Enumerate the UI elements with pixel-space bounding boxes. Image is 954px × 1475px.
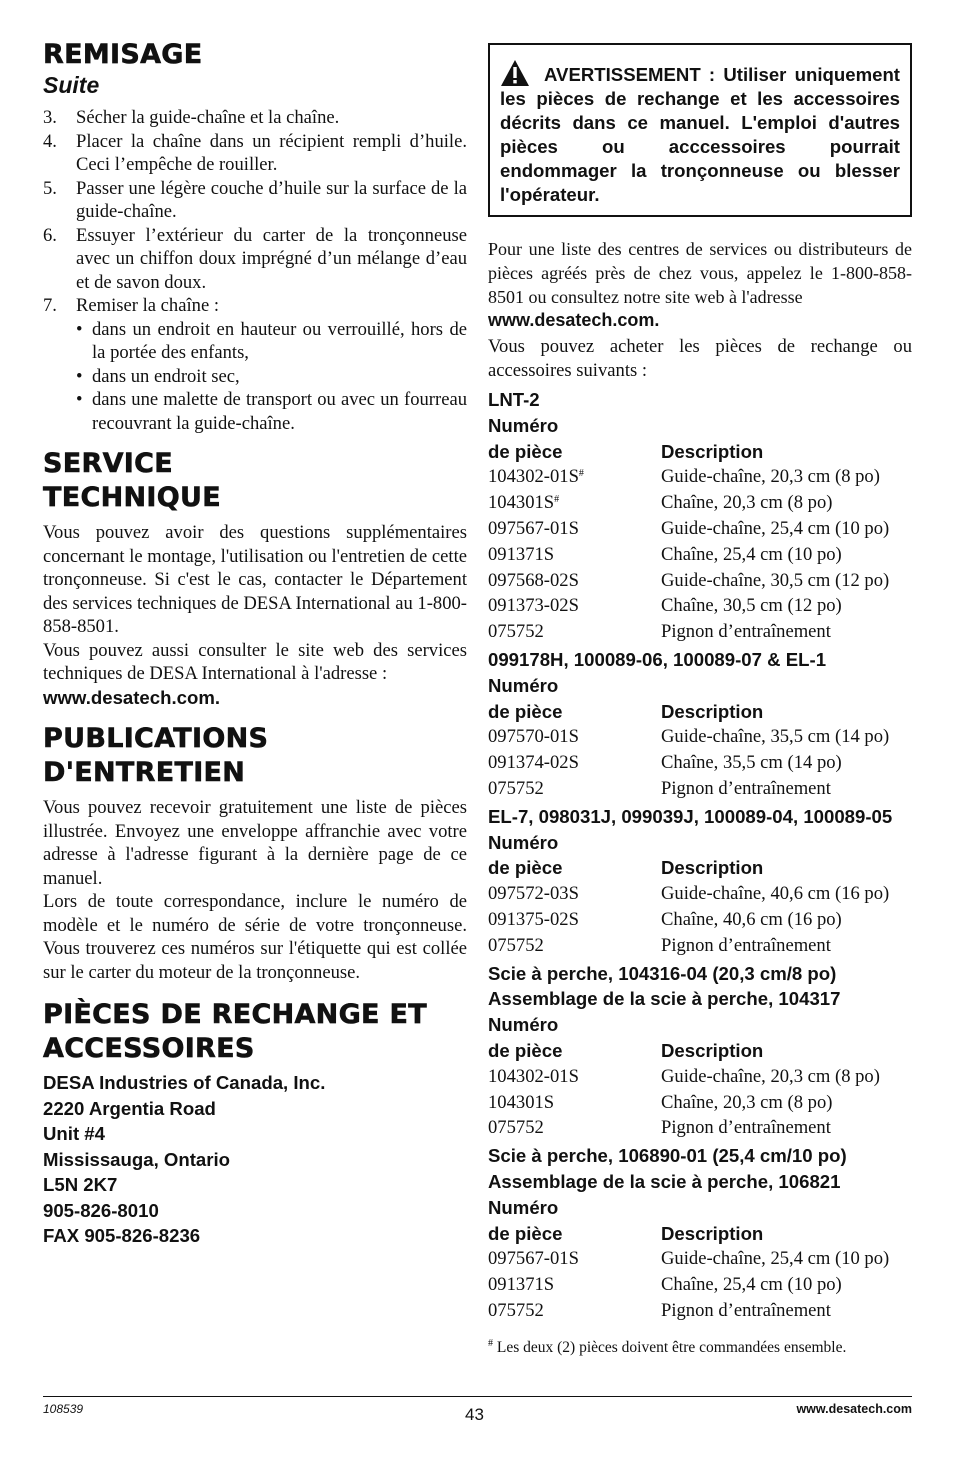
step-number: 7. bbox=[43, 295, 57, 316]
part-description: Pignon d’entraînement bbox=[661, 621, 831, 643]
part-number: 097567-01S bbox=[488, 1248, 579, 1270]
col-header-part: de pièce bbox=[488, 700, 563, 722]
table-row bbox=[488, 1272, 912, 1298]
part-number: 075752 bbox=[488, 777, 544, 799]
col-header-part: de pièce bbox=[488, 1039, 563, 1061]
address-line: DESA Industries of Canada, Inc. bbox=[43, 1072, 326, 1093]
part-number: 097572-03S bbox=[488, 883, 579, 905]
part-number-cell bbox=[488, 776, 661, 802]
warning-text: AVERTISSEMENT : Utiliser uniquement les pièces de rechange et les accessoires décrits dans ce manuel. L'emploi d'autres pièces ou acccessoires pourrait endommager la tronçonneuse ou blesser l'opérateur. bbox=[500, 64, 900, 205]
part-description: Chaîne, 25,4 cm (10 po) bbox=[661, 543, 842, 565]
address-line: FAX 905-826-8236 bbox=[43, 1225, 201, 1246]
part-description: Guide-chaîne, 20,3 cm (8 po) bbox=[661, 466, 880, 488]
service-para2: Vous pouvez aussi consulter le site web des services techniques de DESA International à l'adresse : bbox=[43, 639, 467, 684]
part-number: 097567-01S bbox=[488, 517, 579, 539]
table-row bbox=[488, 907, 912, 933]
parts-table bbox=[488, 1195, 912, 1324]
col-header-part: de pièce bbox=[488, 857, 563, 879]
col-header-number: Numéro bbox=[488, 1196, 559, 1218]
table-row bbox=[488, 750, 912, 776]
bullet-text: dans un endroit en hauteur ou verrouillé, hors de la portée des enfants, bbox=[92, 318, 467, 363]
header-row bbox=[488, 1012, 912, 1038]
part-number: 091371S bbox=[488, 1274, 555, 1296]
header-spacer bbox=[661, 673, 912, 699]
part-number: 075752 bbox=[488, 1117, 544, 1139]
service-url[interactable]: www.desatech.com. bbox=[43, 686, 221, 708]
header-row bbox=[488, 830, 912, 856]
group-title: LNT-2 bbox=[488, 389, 540, 410]
service-title bbox=[43, 447, 467, 515]
part-number-cell bbox=[488, 1298, 661, 1324]
parts-table bbox=[488, 1012, 912, 1141]
warning-box bbox=[488, 43, 912, 217]
publications-title bbox=[43, 722, 467, 790]
col-header-description: Description bbox=[661, 857, 764, 879]
part-description: Guide-chaîne, 25,4 cm (10 po) bbox=[661, 517, 890, 539]
parts-group bbox=[488, 647, 912, 802]
part-description: Pignon d’entraînement bbox=[661, 1299, 831, 1321]
parts-group bbox=[488, 1143, 912, 1324]
col-header-part: de pièce bbox=[488, 1222, 563, 1244]
col-header-number: Numéro bbox=[488, 1014, 559, 1036]
part-number-cell bbox=[488, 750, 661, 776]
col-header-number: Numéro bbox=[488, 414, 559, 436]
header-row bbox=[488, 1195, 912, 1221]
part-number-cell bbox=[488, 542, 661, 568]
part-description: Chaîne, 25,4 cm (10 po) bbox=[661, 1274, 842, 1296]
part-description: Guide-chaîne, 25,4 cm (10 po) bbox=[661, 1248, 890, 1270]
part-description: Guide-chaîne, 40,6 cm (16 po) bbox=[661, 883, 890, 905]
group-title: Assemblage de la scie à perche, 104317 bbox=[488, 988, 841, 1010]
pieces-title-line1: PIÈCES DE RECHANGE ET bbox=[43, 999, 427, 1030]
part-number: 104302-01S bbox=[488, 1065, 579, 1087]
step-number: 6. bbox=[43, 224, 57, 246]
table-row bbox=[488, 1298, 912, 1324]
part-description: Chaîne, 20,3 cm (8 po) bbox=[661, 492, 833, 514]
header-row bbox=[488, 855, 912, 881]
col-header-description: Description bbox=[661, 700, 764, 722]
part-number: 075752 bbox=[488, 1299, 544, 1321]
step-number: 4. bbox=[43, 130, 57, 152]
step-text: Passer une légère couche d’huile sur la surface de la guide-chaîne. bbox=[76, 177, 467, 222]
parts-groups bbox=[488, 387, 912, 1324]
table-row bbox=[488, 516, 912, 542]
publications-para2: Lors de toute correspondance, inclure le numéro de modèle et le numéro de série de votre tronçonneuse. Vous trouverez ces numéros sur l'étiquette qui est collée sur le carter du moteur de la tronçonneuse. bbox=[43, 891, 467, 983]
parts-table bbox=[488, 830, 912, 959]
part-description: Chaîne, 30,5 cm (12 po) bbox=[661, 595, 842, 617]
bullet-icon: • bbox=[76, 318, 83, 340]
remisage-steps bbox=[43, 106, 467, 318]
left-column bbox=[43, 38, 467, 1249]
group-title: Scie à perche, 106890-01 (25,4 cm/10 po) bbox=[488, 1145, 847, 1167]
part-number: 091374-02S bbox=[488, 752, 579, 774]
part-number-cell bbox=[488, 619, 661, 645]
part-number-cell bbox=[488, 724, 661, 750]
group-title: Assemblage de la scie à perche, 106821 bbox=[488, 1170, 841, 1192]
step-text: Sécher la guide-chaîne et la chaîne. bbox=[76, 107, 340, 128]
address-line: Unit #4 bbox=[43, 1123, 105, 1144]
service-para1: Vous pouvez avoir des questions supplémentaires concernant le montage, l'utilisation ou l'entretien de cette tronçonneuse. Si c'est le cas, contacter le Département des services techniques de DESA International au 1-800-858-8501. bbox=[43, 522, 467, 637]
part-number-cell bbox=[488, 1064, 661, 1090]
footnote-text: Les deux (2) pièces doivent être commandées ensemble. bbox=[496, 1338, 847, 1356]
header-row bbox=[488, 673, 912, 699]
part-number-cell bbox=[488, 1272, 661, 1298]
bullet-text: dans un endroit sec, bbox=[92, 365, 240, 387]
footnote bbox=[488, 1338, 912, 1358]
remisage-step bbox=[43, 106, 467, 130]
parts-table bbox=[488, 413, 912, 645]
header-row bbox=[488, 439, 912, 465]
part-number-cell bbox=[488, 881, 661, 907]
desa-address bbox=[43, 1070, 467, 1249]
header-spacer bbox=[661, 413, 912, 439]
table-row bbox=[488, 724, 912, 750]
remisage-bullets bbox=[76, 318, 467, 436]
warning-triangle-icon bbox=[500, 59, 530, 87]
col-header-number: Numéro bbox=[488, 831, 559, 853]
part-description: Guide-chaîne, 30,5 cm (12 po) bbox=[661, 569, 890, 591]
part-number: 091371S bbox=[488, 543, 555, 565]
part-description: Pignon d’entraînement bbox=[661, 1117, 831, 1139]
bullet-icon: • bbox=[76, 389, 83, 410]
part-description: Guide-chaîne, 35,5 cm (14 po) bbox=[661, 726, 890, 748]
step-text: Remiser la chaîne : bbox=[76, 295, 220, 316]
footnote-mark: # bbox=[488, 1337, 493, 1349]
part-number-cell bbox=[488, 933, 661, 959]
header-spacer bbox=[661, 1195, 912, 1221]
table-row bbox=[488, 542, 912, 568]
parts-group bbox=[488, 804, 912, 959]
remisage-bullet bbox=[76, 318, 467, 365]
col-header-part: de pièce bbox=[488, 440, 563, 462]
pieces-title bbox=[43, 998, 467, 1066]
part-number-cell bbox=[488, 593, 661, 619]
table-row bbox=[488, 776, 912, 802]
part-number: 097568-02S bbox=[488, 569, 579, 591]
remisage-title: REMISAGE bbox=[43, 39, 203, 70]
parts-group bbox=[488, 961, 912, 1142]
col-header-description: Description bbox=[661, 1222, 764, 1244]
step-text: Placer la chaîne dans un récipient rempli d’huile. Ceci l’empêche de rouiller. bbox=[76, 130, 467, 175]
intro-url[interactable]: www.desatech.com. bbox=[488, 310, 660, 330]
part-number: 075752 bbox=[488, 621, 544, 643]
footnote-mark: # bbox=[554, 494, 560, 506]
part-number-cell bbox=[488, 568, 661, 594]
table-row bbox=[488, 881, 912, 907]
remisage-bullet bbox=[76, 365, 467, 389]
part-number: 091373-02S bbox=[488, 595, 579, 617]
part-description: Pignon d’entraînement bbox=[661, 934, 831, 956]
parts-group bbox=[488, 387, 912, 645]
intro-para1: Pour une liste des centres de services ou distributeurs de pièces agréés près de chez vous, appelez le 1-800-858-8501 ou consultez notre site web à l'adresse bbox=[488, 239, 912, 307]
table-row bbox=[488, 464, 912, 490]
part-number-cell bbox=[488, 1090, 661, 1116]
footnote-mark: # bbox=[578, 468, 584, 480]
part-number: 091375-02S bbox=[488, 908, 579, 930]
part-number-cell bbox=[488, 907, 661, 933]
address-line: 2220 Argentia Road bbox=[43, 1097, 216, 1119]
remisage-step bbox=[43, 294, 467, 318]
remisage-step bbox=[43, 224, 467, 295]
pieces-title-line2: ACCESSOIRES bbox=[43, 1033, 255, 1064]
step-number: 5. bbox=[43, 177, 57, 199]
publications-para1: Vous pouvez recevoir gratuitement une liste de pièces illustrée. Envoyez une enveloppe affranchie avec votre adresse à l'adresse figurant à la dernière page de ce manuel. bbox=[43, 797, 467, 889]
table-row bbox=[488, 1064, 912, 1090]
part-number: 104302-01S bbox=[488, 466, 579, 488]
header-spacer bbox=[661, 830, 912, 856]
table-row bbox=[488, 619, 912, 645]
footer-site[interactable]: www.desatech.com bbox=[796, 1402, 912, 1416]
col-header-description: Description bbox=[661, 1039, 764, 1061]
part-description: Chaîne, 35,5 cm (14 po) bbox=[661, 752, 842, 774]
part-number-cell bbox=[488, 1115, 661, 1141]
page-number: 43 bbox=[465, 1405, 484, 1424]
table-row bbox=[488, 1090, 912, 1116]
publications-title-line1: PUBLICATIONS bbox=[43, 723, 269, 754]
part-number: 104301S bbox=[488, 1091, 555, 1113]
group-title: 099178H, 100089-06, 100089-07 & EL-1 bbox=[488, 648, 827, 670]
remisage-subtitle: Suite bbox=[43, 72, 100, 98]
doc-number: 108539 bbox=[43, 1402, 84, 1416]
part-description: Chaîne, 40,6 cm (16 po) bbox=[661, 908, 842, 930]
intro-para2: Vous pouvez acheter les pièces de rechange ou accessoires suivants : bbox=[488, 336, 912, 381]
step-text: Essuyer l’extérieur du carter de la tronçonneuse avec un chiffon doux imprégné d’un mélange d’eau et de savon doux. bbox=[76, 224, 467, 293]
header-row bbox=[488, 1038, 912, 1064]
table-row bbox=[488, 490, 912, 516]
part-description: Guide-chaîne, 20,3 cm (8 po) bbox=[661, 1065, 880, 1087]
address-line: Mississauga, Ontario bbox=[43, 1148, 231, 1170]
address-line: L5N 2K7 bbox=[43, 1174, 118, 1195]
part-description: Pignon d’entraînement bbox=[661, 777, 831, 799]
table-row bbox=[488, 1115, 912, 1141]
remisage-bullet bbox=[76, 388, 467, 435]
group-title: Scie à perche, 104316-04 (20,3 cm/8 po) bbox=[488, 962, 837, 984]
part-number-cell bbox=[488, 490, 661, 516]
footer-rule bbox=[43, 1396, 912, 1397]
table-row bbox=[488, 933, 912, 959]
right-column bbox=[488, 43, 912, 1358]
header-row bbox=[488, 413, 912, 439]
col-header-number: Numéro bbox=[488, 674, 559, 696]
part-number: 097570-01S bbox=[488, 726, 579, 748]
part-number-cell bbox=[488, 464, 661, 490]
publications-title-line2: D'ENTRETIEN bbox=[43, 757, 246, 788]
remisage-step bbox=[43, 177, 467, 224]
address-line: 905-826-8010 bbox=[43, 1199, 159, 1221]
group-title: EL-7, 098031J, 099039J, 100089-04, 100089-05 bbox=[488, 805, 893, 827]
step-number: 3. bbox=[43, 107, 57, 128]
part-number: 075752 bbox=[488, 934, 544, 956]
part-description: Chaîne, 20,3 cm (8 po) bbox=[661, 1091, 833, 1113]
service-title-line1: SERVICE bbox=[43, 448, 173, 479]
bullet-icon: • bbox=[76, 365, 83, 387]
header-row bbox=[488, 1221, 912, 1247]
service-title-line2: TECHNIQUE bbox=[43, 482, 221, 513]
header-row bbox=[488, 699, 912, 725]
table-row bbox=[488, 568, 912, 594]
remisage-step bbox=[43, 130, 467, 177]
part-number-cell bbox=[488, 1246, 661, 1272]
col-header-description: Description bbox=[661, 440, 764, 462]
parts-table bbox=[488, 673, 912, 802]
table-row bbox=[488, 593, 912, 619]
part-number: 104301S bbox=[488, 492, 555, 514]
bullet-text: dans une malette de transport ou avec un fourreau recouvrant la guide-chaîne. bbox=[92, 389, 467, 434]
header-spacer bbox=[661, 1012, 912, 1038]
table-row bbox=[488, 1246, 912, 1272]
part-number-cell bbox=[488, 516, 661, 542]
